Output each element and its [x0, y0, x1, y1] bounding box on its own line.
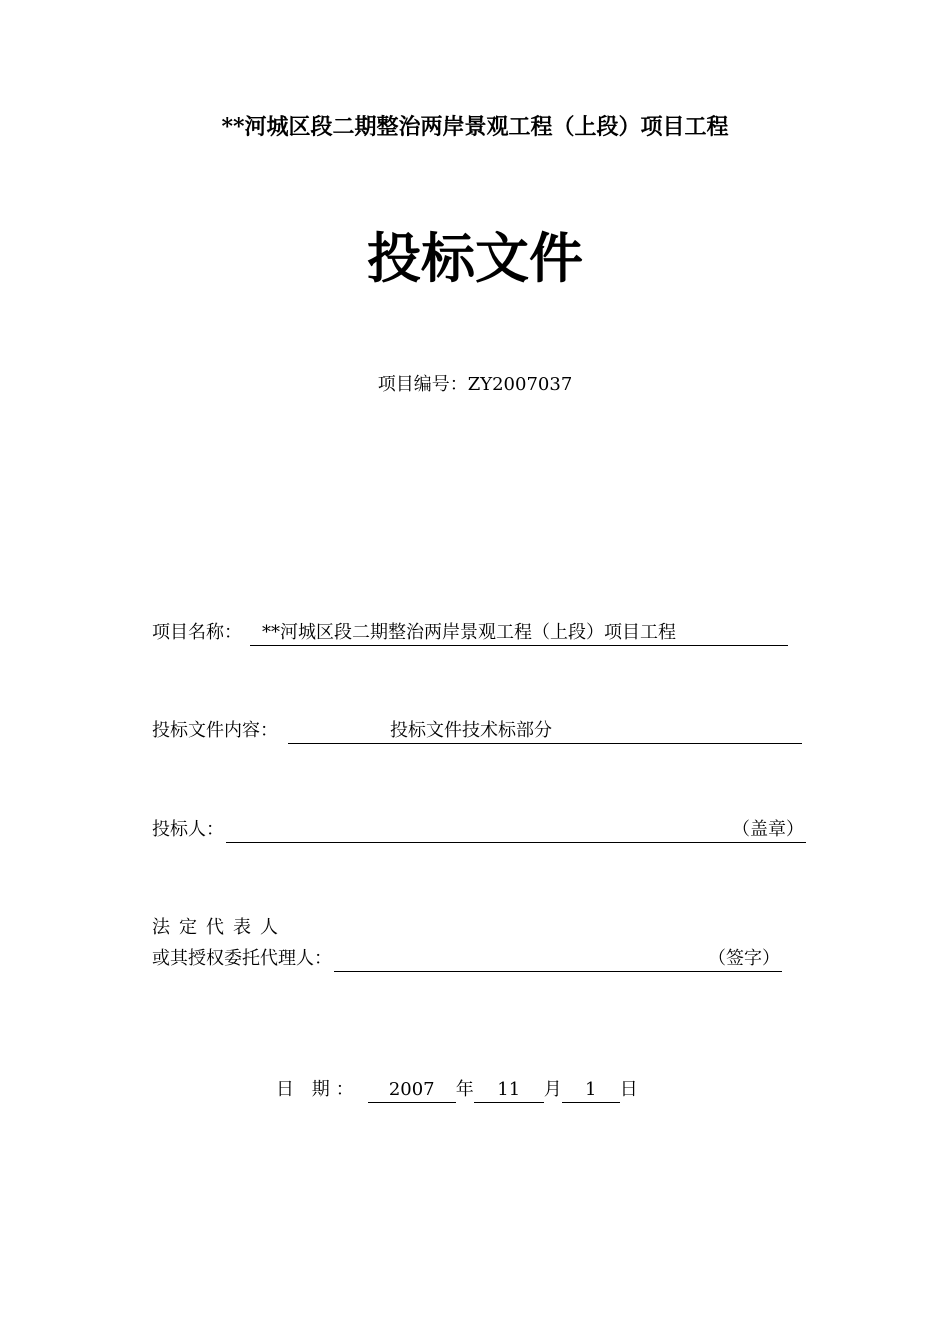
project-name-label: 项目名称：	[152, 622, 242, 643]
bidder-row	[152, 817, 806, 843]
document-title: 投标文件	[367, 226, 583, 290]
date-month-unit: 月	[543, 1079, 562, 1100]
date-day-unit: 日	[619, 1079, 638, 1100]
representative-sign-note: （签字）	[708, 948, 780, 969]
representative-label-line1: 法定代表人	[152, 917, 287, 938]
bid-content-field	[288, 719, 802, 744]
project-header-title: **河城区段二期整治两岸景观工程（上段）项目工程	[221, 114, 729, 140]
bid-content-label: 投标文件内容：	[152, 720, 278, 741]
bidder-field	[226, 818, 806, 843]
bid-content-value: 投标文件技术标部分	[390, 720, 552, 741]
date-label: 日 期：	[276, 1079, 360, 1100]
date-day: 1	[562, 1078, 620, 1103]
bidder-label: 投标人：	[152, 819, 224, 840]
representative-field	[334, 947, 782, 972]
date-year-unit: 年	[455, 1079, 474, 1100]
project-name-value: **河城区段二期整治两岸景观工程（上段）项目工程	[262, 622, 676, 643]
representative-label-line2: 或其授权委托代理人：	[152, 948, 332, 969]
project-name-row	[152, 620, 788, 646]
bidder-seal-note: （盖章）	[732, 819, 804, 840]
project-number: 项目编号：ZY2007037	[377, 374, 573, 395]
project-name-field	[250, 621, 788, 646]
date-row	[276, 1077, 638, 1103]
bid-content-row	[152, 718, 802, 744]
date-month: 11	[474, 1078, 544, 1103]
representative-row	[152, 946, 782, 972]
date-year: 2007	[368, 1078, 456, 1103]
